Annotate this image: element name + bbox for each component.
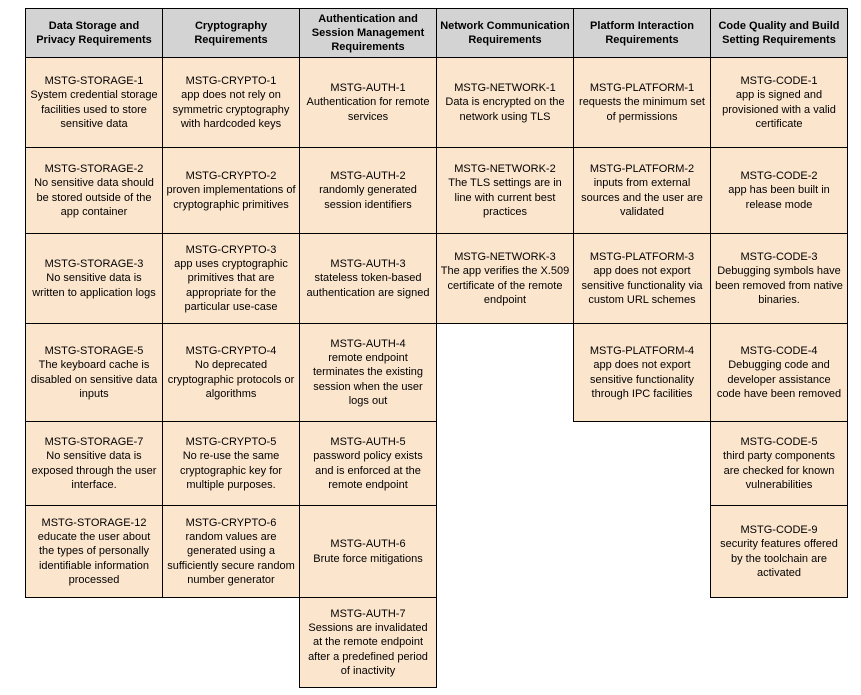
requirement-text: Debugging symbols have been removed from native binaries. (715, 265, 843, 306)
requirement-id: MSTG-CODE-3 (740, 251, 818, 264)
requirement-text: proven implementations of cryptographic primitives (166, 184, 296, 211)
requirement-text: stateless token-based authentication are signed (306, 272, 430, 299)
requirement-cell (163, 506, 300, 598)
requirement-cell (163, 148, 300, 234)
requirement-text: password policy exists and is enforced at the remote endpoint (313, 450, 423, 491)
requirement-id: MSTG-CODE-9 (740, 524, 818, 537)
requirement-id: MSTG-PLATFORM-4 (589, 345, 695, 358)
requirement-text: randomly generated session identifiers (319, 184, 417, 211)
requirement-cell (574, 324, 711, 422)
requirement-text: requests the minimum set of permissions (579, 96, 705, 123)
requirement-id: MSTG-AUTH-7 (330, 608, 406, 621)
requirement-text: Sessions are invalidated at the remote endpoint after a predefined period of inactivity (308, 622, 428, 677)
requirement-cell (26, 506, 163, 598)
requirement-id: MSTG-STORAGE-7 (44, 436, 144, 449)
requirement-cell (711, 148, 848, 234)
requirement-id: MSTG-AUTH-2 (330, 170, 406, 183)
requirement-id: MSTG-STORAGE-12 (41, 517, 147, 530)
table-row (26, 422, 848, 506)
requirement-cell (300, 234, 437, 324)
requirement-text: Brute force mitigations (313, 552, 423, 565)
requirement-text: app is signed and provisioned with a valid certificate (722, 89, 836, 130)
requirement-id: MSTG-CODE-2 (740, 170, 818, 183)
requirement-id: MSTG-NETWORK-3 (454, 251, 556, 264)
empty-cell (437, 506, 574, 598)
empty-cell (26, 598, 163, 688)
requirement-text: app does not rely on symmetric cryptography with hardcoded keys (172, 89, 290, 130)
requirement-id: MSTG-AUTH-5 (330, 436, 406, 449)
requirement-cell (300, 324, 437, 422)
requirement-cell (26, 234, 163, 324)
requirement-cell (711, 506, 848, 598)
requirement-text: app has been built in release mode (728, 184, 830, 211)
requirement-text: Debugging code and developer assistance code have been removed (716, 359, 842, 400)
table-row (26, 58, 848, 148)
requirement-cell (300, 148, 437, 234)
requirement-id: MSTG-CODE-1 (740, 75, 818, 88)
requirement-cell (26, 148, 163, 234)
requirement-cell (300, 58, 437, 148)
requirement-cell (711, 324, 848, 422)
requirement-text: The app verifies the X.509 certificate of the remote endpoint (440, 265, 570, 306)
requirement-cell (437, 234, 574, 324)
requirement-cell (26, 422, 163, 506)
requirement-id: MSTG-AUTH-6 (330, 538, 406, 551)
requirement-text: educate the user about the types of personally identifiable information processed (37, 531, 151, 586)
requirement-cell (711, 234, 848, 324)
requirement-text: The TLS settings are in line with current best practices (448, 177, 562, 218)
requirement-id: MSTG-STORAGE-3 (44, 258, 144, 271)
requirement-id: MSTG-AUTH-1 (330, 82, 406, 95)
requirement-id: MSTG-CRYPTO-4 (185, 345, 277, 358)
empty-cell (163, 598, 300, 688)
requirement-id: MSTG-AUTH-4 (330, 338, 406, 351)
requirement-cell (163, 422, 300, 506)
requirement-cell (437, 148, 574, 234)
requirement-text: random values are generated using a sufficiently secure random number generator (167, 531, 295, 586)
column-header-code: Code Quality and Build Setting Requirements (711, 9, 848, 58)
requirement-id: MSTG-CODE-4 (740, 345, 818, 358)
requirement-text: app uses cryptographic primitives that are appropriate for the particular use-case (174, 258, 288, 313)
table-row (26, 234, 848, 324)
requirement-text: third party components are checked for known vulnerabilities (723, 450, 835, 491)
empty-cell (711, 598, 848, 688)
column-header-auth: Authentication and Session Management Requirements (300, 9, 437, 58)
empty-cell (437, 598, 574, 688)
requirement-cell (26, 324, 163, 422)
requirement-text: Data is encrypted on the network using TLS (445, 96, 565, 123)
requirement-cell (300, 422, 437, 506)
requirement-cell (163, 324, 300, 422)
requirement-text: The keyboard cache is disabled on sensitive data inputs (30, 359, 158, 400)
requirement-id: MSTG-CRYPTO-5 (185, 436, 277, 449)
requirement-id: MSTG-PLATFORM-2 (589, 163, 695, 176)
column-header-network: Network Communication Requirements (437, 9, 574, 58)
empty-cell (574, 506, 711, 598)
requirement-text: No sensitive data is written to application logs (32, 272, 156, 299)
requirement-cell (300, 598, 437, 688)
requirement-id: MSTG-PLATFORM-3 (589, 251, 695, 264)
requirement-cell (437, 58, 574, 148)
empty-cell (437, 422, 574, 506)
table-row (26, 324, 848, 422)
table-row (26, 148, 848, 234)
empty-cell (437, 324, 574, 422)
requirement-id: MSTG-STORAGE-5 (44, 345, 144, 358)
requirement-id: MSTG-NETWORK-2 (454, 163, 556, 176)
requirement-id: MSTG-CRYPTO-3 (185, 244, 277, 257)
requirement-id: MSTG-CRYPTO-1 (185, 75, 277, 88)
requirement-text: Authentication for remote services (306, 96, 430, 123)
requirement-id: MSTG-PLATFORM-1 (589, 82, 695, 95)
requirement-id: MSTG-CRYPTO-2 (185, 170, 277, 183)
requirement-text: System credential storage facilities used to store sensitive data (30, 89, 158, 130)
requirement-id: MSTG-CODE-5 (740, 436, 818, 449)
table-row (26, 598, 848, 688)
requirement-text: inputs from external sources and the user are validated (581, 177, 703, 218)
requirement-cell (26, 58, 163, 148)
mstg-requirements-table (25, 8, 848, 688)
requirement-text: security features offered by the toolchain are activated (720, 538, 838, 579)
requirement-cell (574, 58, 711, 148)
table-row (26, 506, 848, 598)
column-header-crypto: Cryptography Requirements (163, 9, 300, 58)
requirement-text: app does not export sensitive functionality through IPC facilities (590, 359, 694, 400)
empty-cell (574, 598, 711, 688)
requirement-cell (711, 422, 848, 506)
header-row (26, 9, 848, 58)
requirement-text: remote endpoint terminates the existing session when the user logs out (312, 352, 424, 407)
requirement-cell (163, 234, 300, 324)
requirement-text: No re-use the same cryptographic key for multiple purposes. (179, 450, 283, 491)
requirement-id: MSTG-NETWORK-1 (454, 82, 556, 95)
requirement-text: No deprecated cryptographic protocols or algorithms (167, 359, 295, 400)
requirement-id: MSTG-AUTH-3 (330, 258, 406, 271)
requirement-cell (711, 58, 848, 148)
requirement-cell (163, 58, 300, 148)
requirement-text: No sensitive data is exposed through the user interface. (31, 450, 157, 491)
requirement-cell (300, 506, 437, 598)
empty-cell (574, 422, 711, 506)
requirement-cell (574, 234, 711, 324)
requirement-text: app does not export sensitive functionality via custom URL schemes (581, 265, 703, 306)
column-header-storage: Data Storage and Privacy Requirements (26, 9, 163, 58)
requirement-cell (574, 148, 711, 234)
requirement-text: No sensitive data should be stored outside of the app container (34, 177, 154, 218)
column-header-platform: Platform Interaction Requirements (574, 9, 711, 58)
requirement-id: MSTG-STORAGE-1 (44, 75, 144, 88)
requirement-id: MSTG-CRYPTO-6 (185, 517, 277, 530)
requirement-id: MSTG-STORAGE-2 (44, 163, 144, 176)
